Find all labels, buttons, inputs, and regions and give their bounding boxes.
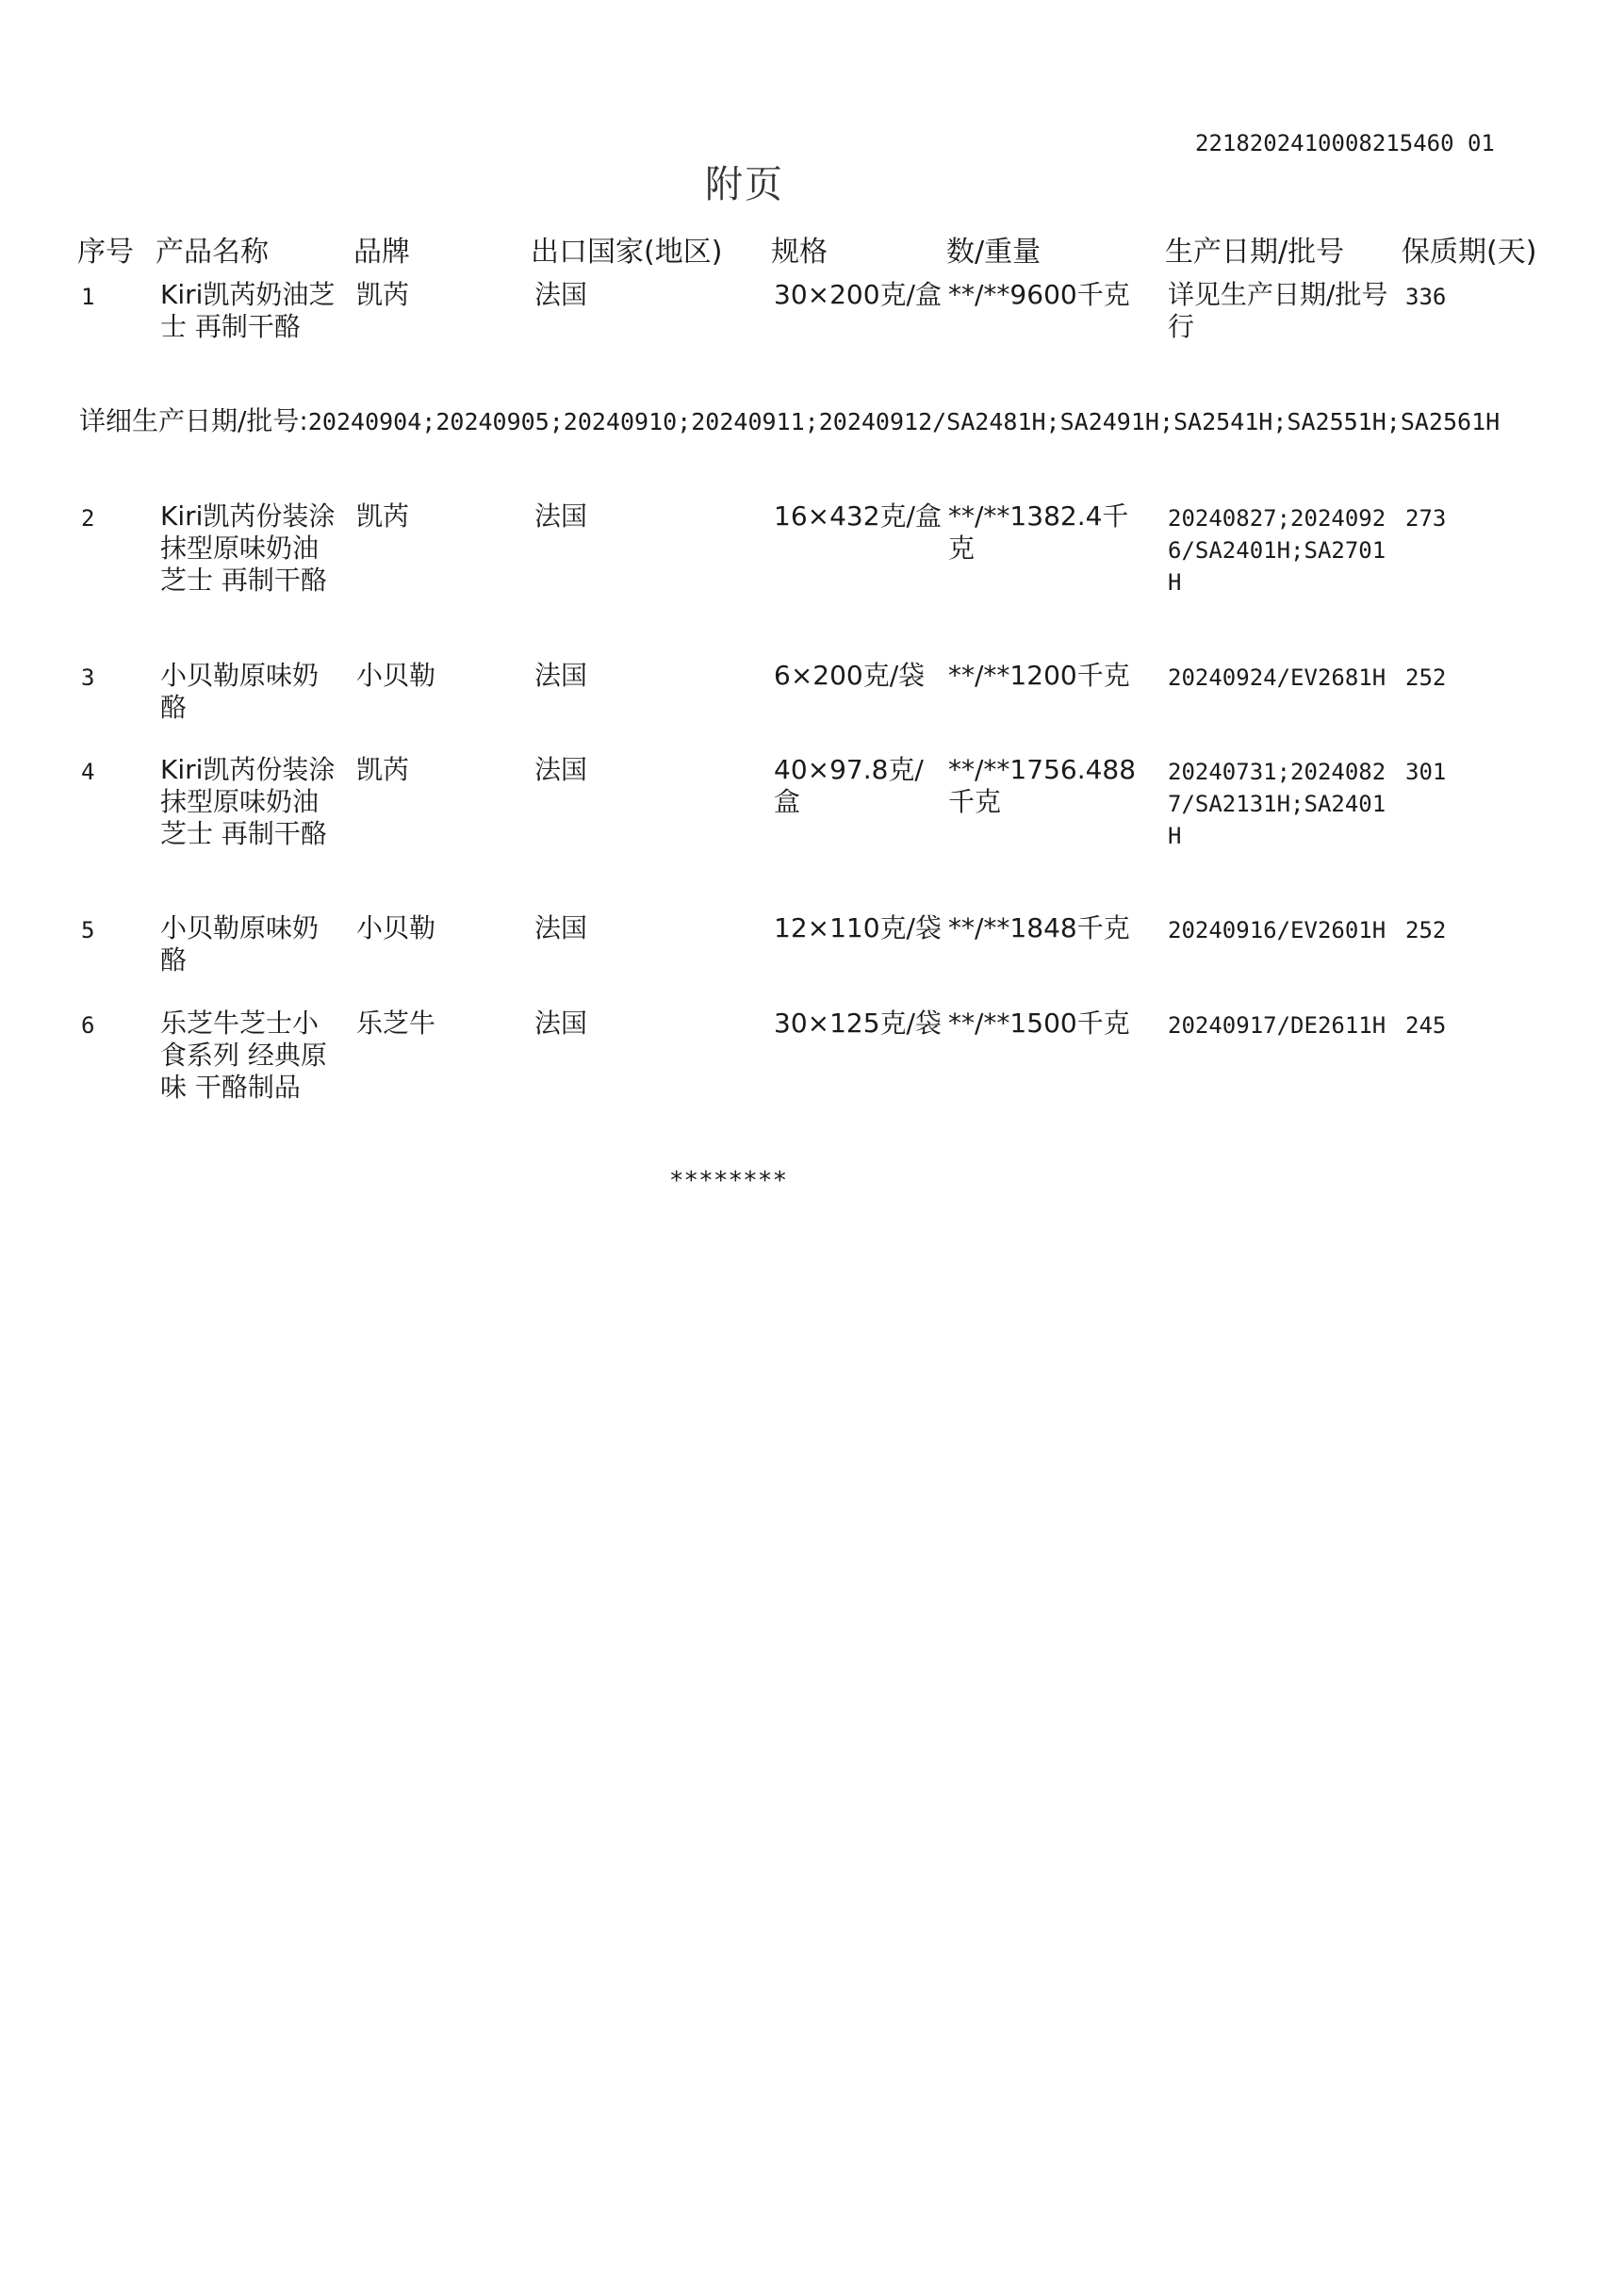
row-production-date: 20240731;20240827/SA2131H;SA2401H [1168,759,1386,849]
detail-label: 详细生产日期/批号: [79,405,308,436]
row-brand: 小贝勒 [356,660,436,691]
row-quantity: **/**1756.488千克 [948,754,1137,817]
row-shelf-life: 252 [1405,664,1447,691]
row-production-date: 20240924/EV2681H [1168,664,1386,691]
detail-production-dates [79,405,1512,438]
row-country: 法国 [534,500,588,532]
row-shelf-life: 336 [1405,284,1447,310]
row-brand: 小贝勒 [356,912,436,943]
header-production-date: 生产日期/批号 [1165,236,1345,269]
row-quantity: **/**1500千克 [948,1008,1130,1039]
row-production-date: 20240827;20240926/SA2401H;SA2701H [1168,505,1386,596]
row-spec: 12×110克/袋 [774,912,942,943]
row-quantity: **/**1848千克 [948,912,1130,943]
header-quantity: 数/重量 [946,236,1042,269]
row-country: 法国 [534,279,588,310]
row-production-date: 详见生产日期/批号行 [1168,279,1388,342]
row-quantity: **/**9600千克 [948,279,1130,310]
row-shelf-life: 245 [1405,1012,1447,1039]
row-product-name: 小贝勒原味奶酪 [160,660,320,723]
row-quantity: **/**1200千克 [948,660,1130,691]
row-brand: 凯芮 [356,279,410,310]
row-spec: 30×200克/盒 [774,279,942,310]
row-country: 法国 [534,754,588,785]
end-marker: ******** [668,1167,788,1195]
row-spec: 30×125克/袋 [774,1008,942,1039]
row-spec: 6×200克/袋 [774,660,926,691]
row-product-name: Kiri凯芮奶油芝士 再制干酪 [160,279,336,342]
row-seq: 4 [81,759,95,785]
row-shelf-life: 301 [1405,759,1447,785]
row-shelf-life: 273 [1405,505,1447,532]
row-seq: 2 [81,505,95,532]
row-seq: 5 [81,917,95,943]
row-spec: 16×432克/盒 [774,500,942,532]
row-product-name: Kiri凯芮份装涂抹型原味奶油芝士 再制干酪 [160,500,336,596]
row-product-name: 小贝勒原味奶酪 [160,912,320,975]
row-seq: 1 [81,284,95,310]
header-brand: 品牌 [353,236,410,269]
header-spec: 规格 [771,236,828,269]
row-production-date: 20240917/DE2611H [1168,1012,1386,1039]
row-brand: 凯芮 [356,754,410,785]
row-production-date: 20240916/EV2601H [1168,917,1386,943]
row-country: 法国 [534,912,588,943]
row-seq: 6 [81,1012,95,1039]
row-spec: 40×97.8克/盒 [774,754,924,817]
row-quantity: **/**1382.4千克 [948,500,1129,564]
row-country: 法国 [534,1008,588,1039]
header-seq: 序号 [77,236,134,269]
row-country: 法国 [534,660,588,691]
detail-value: 20240904;20240905;20240910;20240911;20240912/SA2481H;SA2491H;SA2541H;SA2551H;SA2561H [307,408,1501,435]
header-shelf-life: 保质期(天) [1402,236,1537,269]
page-title: 附页 [705,163,784,206]
document-number: 2218202410008215460 01 [1195,130,1495,156]
header-product-name: 产品名称 [156,236,269,269]
row-brand: 乐芝牛 [356,1008,436,1039]
row-product-name: Kiri凯芮份装涂抹型原味奶油芝士 再制干酪 [160,754,336,849]
row-product-name: 乐芝牛芝士小食系列 经典原味 干酪制品 [160,1008,327,1103]
header-country: 出口国家(地区) [531,236,723,269]
row-brand: 凯芮 [356,500,410,532]
row-shelf-life: 252 [1405,917,1447,943]
row-seq: 3 [81,664,95,691]
